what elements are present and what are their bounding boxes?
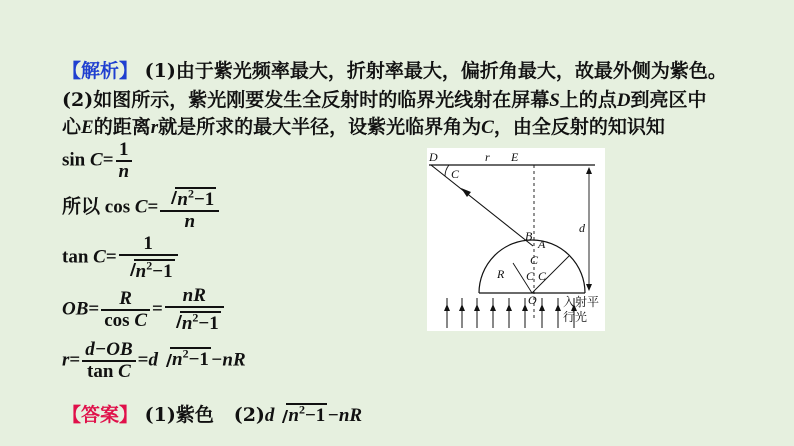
label-B: B	[525, 229, 533, 243]
d-arrow-top-icon	[586, 167, 592, 174]
eq-sin: sin C= $\frac{1}{n}$	[62, 140, 134, 182]
part1-text: (1)由于紫光频率最大，折射率最大，偏折角最大，故最外侧为紫色。	[144, 60, 727, 82]
d-arrow-bottom-icon	[586, 284, 592, 291]
analysis-line-2	[62, 85, 707, 112]
analysis-line-3	[62, 112, 665, 139]
analysis-line-1	[62, 56, 727, 83]
label-incident-1: 入射平	[563, 295, 600, 309]
var-C: C	[481, 117, 494, 138]
part2-text-f: 就是所求的最大半径，设紫光临界角为	[158, 116, 482, 138]
var-S: S	[549, 90, 560, 111]
optics-diagram	[427, 148, 605, 331]
incident-arrows-icon	[444, 304, 577, 311]
part2-text-e: 的距离	[93, 116, 151, 138]
eq-r: r= $\frac{d-OB}{\text{tan C}}$ =d $n^2-1 -nR$	[62, 339, 246, 382]
part2-text-c: 到亮区中	[630, 89, 707, 111]
answer-part-2: (2)	[233, 404, 265, 426]
optics-diagram-svg	[427, 148, 605, 331]
label-d: d	[579, 221, 585, 235]
answer-tag: 【答案】	[62, 404, 139, 426]
analysis-tag: 【解析】	[62, 60, 139, 82]
var-D: D	[616, 90, 631, 111]
label-C-1: C	[530, 253, 539, 267]
label-A: A	[538, 237, 546, 251]
label-r: r	[485, 150, 490, 164]
label-C-top: C	[451, 167, 460, 181]
part2-text-g: ，由全反射的知识知	[493, 116, 665, 138]
var-E: E	[81, 117, 94, 138]
answer-line: 【答案】 (1)紫色 (2)d $n^2-1 -nR$	[62, 402, 363, 426]
var-r: r	[150, 117, 159, 138]
label-D: D	[429, 150, 438, 164]
label-E: E	[511, 150, 519, 164]
angle-arc-D	[445, 165, 449, 176]
answer-part-1: (1)紫色	[144, 404, 214, 426]
part2-text-a: (2)如图所示，紫光刚要发生全反射时的临界光线射在屏幕	[62, 89, 550, 111]
part2-text-d: 心	[62, 116, 82, 138]
label-R: R	[497, 267, 505, 281]
eq-cos: 所以 cos C= $\frac{n^2-1}{n}$	[62, 184, 221, 232]
label-incident-2: 行光	[563, 310, 588, 324]
label-O: O	[528, 293, 537, 307]
critical-ray	[431, 165, 533, 246]
eq-tan: tan C= $\frac{1}{n^2-1}$	[62, 234, 180, 282]
incident-rays	[447, 298, 574, 328]
part2-text-b: 上的点	[559, 89, 617, 111]
label-C-3: C	[538, 269, 547, 283]
label-C-2: C	[526, 269, 535, 283]
eq-OB: OB= $\frac{R}{\text{cos C}}$ = $\frac{nR}{n^2-1}$	[62, 286, 226, 334]
